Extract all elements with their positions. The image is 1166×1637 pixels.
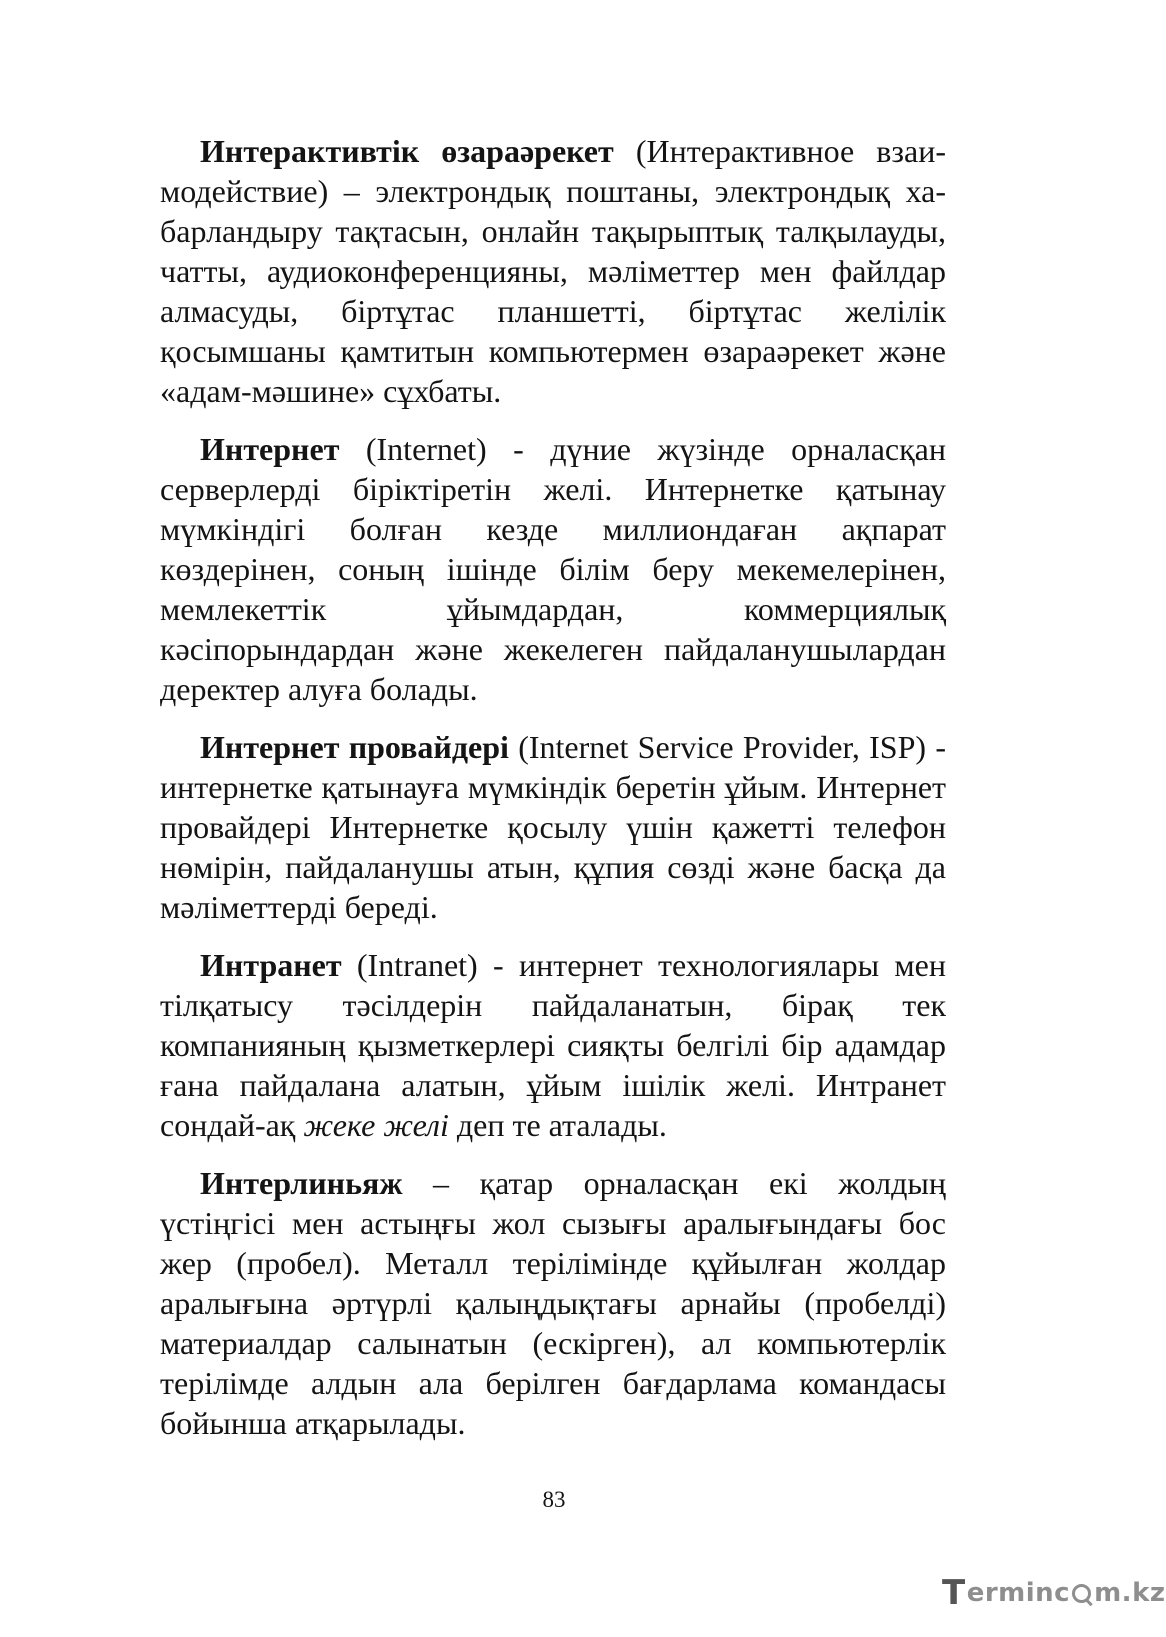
glossary-entry-internet [160, 429, 946, 709]
page-body [160, 131, 946, 1461]
glossary-entry-intranet [160, 945, 946, 1145]
entry-term: Интранет [200, 947, 342, 983]
watermark-initial: T [942, 1573, 966, 1613]
entry-term: Интернет [200, 431, 340, 467]
entry-definition: (Интерактивное взаимодействие) – электрондық поштаны, электрондық хабарландыру тақтасын, онлайн тақырыптық талқылауды, чатты, аудиоконференцияны, мәліметтер мен файлдар алмасуды, біртұтас планшетті, біртұтас желілік қосымшаны қамтитын компьютермен өзараәрекет және «адам-мәшине» сұхбаты. [160, 133, 946, 409]
entry-term: Интернет провайдері [200, 729, 509, 765]
entry-definition-tail: деп те аталады. [448, 1107, 667, 1143]
page-number: 83 [542, 1487, 566, 1512]
entry-definition: – қатар орналасқан екі жолдың үстіңгісі мен астыңғы жол сызығы аралығындағы бос жер (пробел). Металл терілімінде құйылған жолдар аралығына әртүрлі қалыңдықтағы арнайы (пробелді) материалдар салынатын (ескірген), ал компьютерлік терілімде алдын ала берілген бағдарлама командасы бойынша атқарылады. [160, 1165, 946, 1441]
watermark-text-start: erminc [966, 1578, 1071, 1608]
entry-term: Интерлиньяж [200, 1165, 403, 1201]
entry-definition: (Internet) - дүние жүзінде орналасқан серверлерді біріктіретін желі. Интернетке қатынау мүмкіндігі болған кезде миллиондаған ақпарат көздерінен, соның ішінде білім беру мекемелерінен, мемлекеттік ұйымдардан, коммерциялық кәсіпорындардан және жекелеген пайдаланушылардан деректер алуға болады. [160, 431, 946, 707]
entry-definition: (Internet Service Provider, ISP) - интернетке қатынауға мүмкіндік беретін ұйым. Интернет провайдері Интернетке қосылу үшін қажетті телефон нөмірін, пайдаланушы атын, құпия сөзді және басқа да мәліметтерді береді. [160, 729, 947, 925]
entry-emphasis: жеке желі [303, 1107, 449, 1143]
entry-term: Интерактивтік өзараәрекет [200, 133, 614, 169]
glossary-entry-interactive [160, 131, 946, 411]
entry-definition: (Intranet) - интернет технологиялары мен тілқатысу тәсілдерін пайдаланатын, бірақ тек компанияның қызметкерлері сияқты белгілі бір адамдар ғана пайдалана алатын, ұйым ішілік желі. Интранет сондай-ақ [160, 947, 946, 1143]
glossary-entry-internet-provider [160, 727, 946, 927]
watermark-text-end: m.kz [1094, 1578, 1166, 1608]
watermark-logo [942, 1570, 1166, 1616]
magnifier-icon [1071, 1582, 1093, 1604]
glossary-entry-interlinear [160, 1163, 946, 1443]
